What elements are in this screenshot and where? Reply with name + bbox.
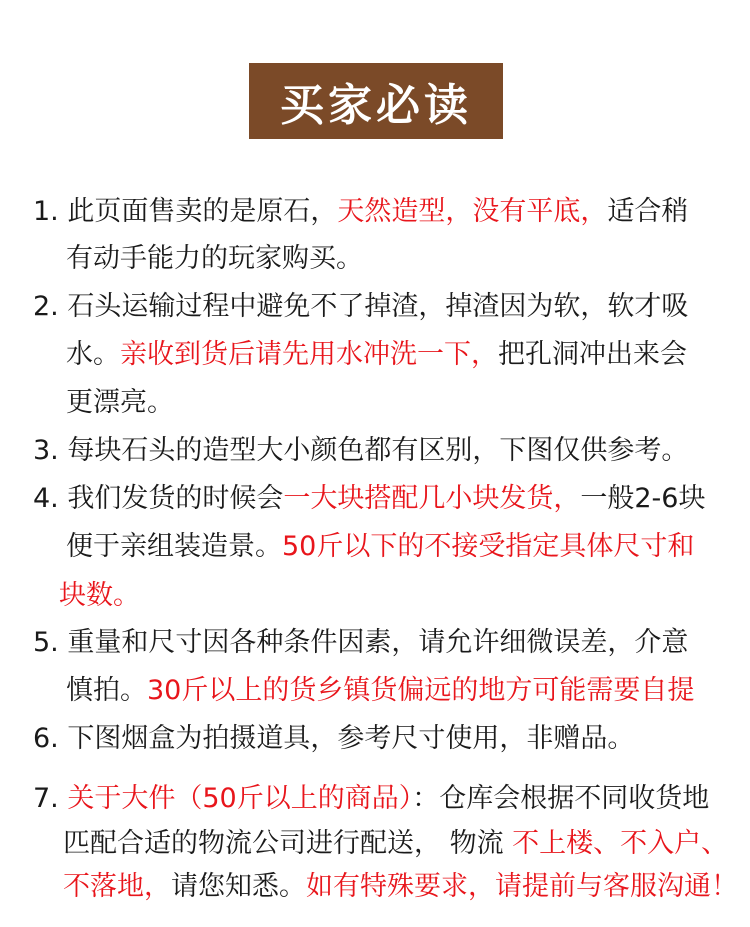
notice-text: 匹配合适的物流公司进行配送， 物流 <box>63 828 513 859</box>
notice-highlight: 块数。 <box>59 580 140 611</box>
notice-highlight: 不落地， <box>63 871 171 902</box>
notice-text: 水。 <box>66 339 120 370</box>
notice-highlight: 如有特殊要求，请提前与客服沟通！ <box>306 871 738 902</box>
title-banner <box>249 63 503 139</box>
notice-item-1-line-2 <box>66 241 363 277</box>
notice-highlight: 天然造型，没有平底， <box>337 196 608 227</box>
notice-highlight: 一大块搭配几小块发货， <box>283 483 581 514</box>
notice-item-7-line-3 <box>63 869 738 905</box>
notice-text: 请您知悉。 <box>171 871 306 902</box>
notice-item-5-line-2 <box>66 673 694 709</box>
notice-item-7-line-1 <box>33 781 709 817</box>
notice-text: 2. 石头运输过程中避免不了掉渣，掉渣因为软，软才吸 <box>33 291 689 322</box>
notice-text: 慎拍。 <box>66 675 147 706</box>
notice-highlight: 50斤以下的不接受指定具体尺寸和 <box>282 531 695 562</box>
notice-text: 便于亲组装造景。 <box>66 531 282 562</box>
notice-text: 把孔洞冲出来会 <box>498 339 687 370</box>
notice-text: 7. <box>33 783 68 814</box>
notice-item-6-line-1 <box>33 721 634 757</box>
notice-text: ：仓库会根据不同收货地 <box>412 783 710 814</box>
notice-item-2-line-2 <box>66 337 687 373</box>
notice-text: 一般2-6块 <box>580 483 706 514</box>
notice-item-2-line-3 <box>66 385 174 421</box>
notice-text: 6. 下图烟盒为拍摄道具，参考尺寸使用，非赠品。 <box>33 723 635 754</box>
notice-highlight: 亲收到货后请先用水冲洗一下， <box>120 339 498 370</box>
notice-item-2-line-1 <box>33 289 688 325</box>
notice-text: 5. 重量和尺寸因各种条件因素，请允许细微误差，介意 <box>33 627 689 658</box>
notice-highlight: 关于大件（50斤以上的商品） <box>67 783 413 814</box>
notice-text: 有动手能力的玩家购买。 <box>66 243 363 274</box>
notice-highlight: 不上楼、不入户、 <box>512 828 729 859</box>
notice-text: 1. 此页面售卖的是原石， <box>33 196 338 227</box>
notice-item-4-line-3 <box>59 578 140 614</box>
notice-item-5-line-1 <box>33 625 688 661</box>
notice-item-1-line-1 <box>33 194 688 230</box>
notice-item-4-line-1 <box>33 481 705 517</box>
notice-item-4-line-2 <box>66 529 694 565</box>
notice-item-3-line-1 <box>33 433 688 469</box>
notice-item-7-line-2 <box>63 826 728 862</box>
notice-text: 4. 我们发货的时候会 <box>33 483 284 514</box>
notice-text: 3. 每块石头的造型大小颜色都有区别，下图仅供参考。 <box>33 435 689 466</box>
notice-text: 更漂亮。 <box>66 387 174 418</box>
notice-text: 适合稍 <box>607 196 689 227</box>
notice-highlight: 30斤以上的货乡镇货偏远的地方可能需要自提 <box>147 675 695 706</box>
page-title: 买家必读 <box>280 80 472 131</box>
